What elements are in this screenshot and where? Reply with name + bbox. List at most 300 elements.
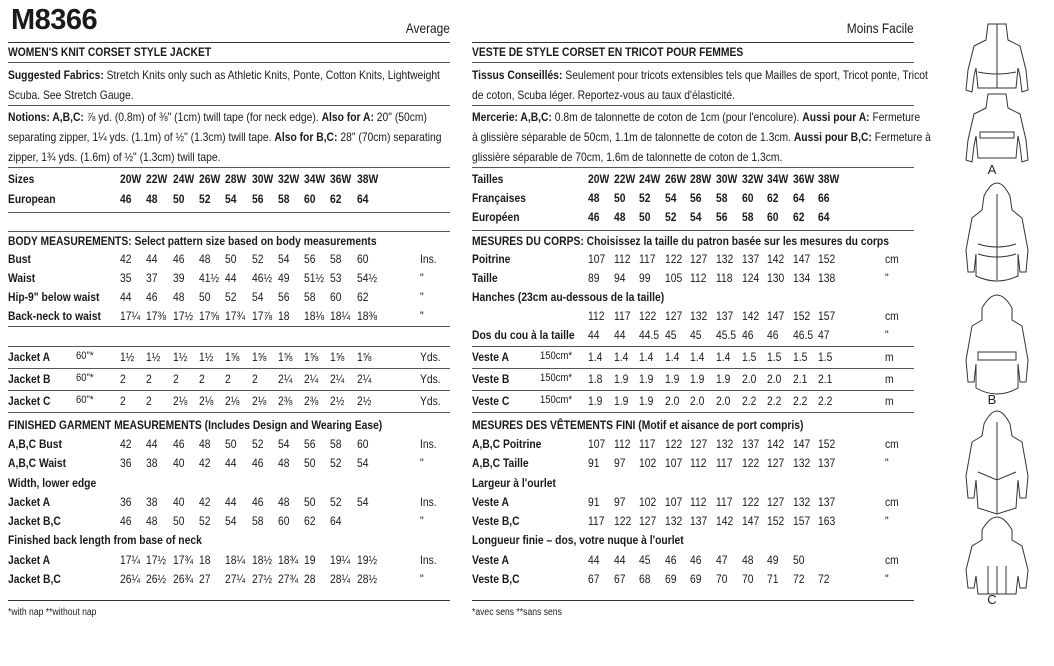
unit-label: cm [885, 437, 899, 451]
table-cell: 18⅜ [356, 309, 377, 323]
table-cell: 53 [330, 271, 342, 285]
table-cell: 28½ [356, 572, 377, 586]
table-cell: 1½ [120, 350, 135, 364]
table-cell: 45 [664, 328, 677, 342]
table-cell: 152 [818, 252, 836, 266]
table-cell: 28 [304, 572, 316, 586]
table-cell: 2 [146, 394, 153, 408]
table-cell: 107 [588, 437, 606, 451]
table-cell: 38 [146, 456, 158, 470]
row-label: Veste A [472, 495, 509, 509]
table-cell: 48 [588, 191, 600, 205]
table-cell: 56 [251, 192, 263, 206]
row-label: A,B,C Taille [472, 456, 529, 470]
table-cell: 44.5 [639, 328, 660, 342]
table-cell: 147 [792, 437, 811, 451]
notions-line-3: glissière séparable de 70cm, 1.6m de talonnette de coton de 1.3cm. [472, 150, 783, 164]
table-cell: 2¼ [277, 372, 293, 386]
table-heading [8, 476, 450, 491]
table-cell: 27½ [251, 572, 272, 586]
table-cell: 117 [639, 437, 656, 451]
table-cell: 49 [767, 553, 779, 567]
table-cell: 56 [277, 290, 290, 304]
table-cell: 130 [767, 271, 785, 285]
table-cell: 32W [277, 172, 300, 186]
table-cell: 36 [120, 456, 132, 470]
table-cell: 50 [225, 252, 237, 266]
table-cell: 132 [716, 437, 734, 451]
unit-label: m [885, 350, 894, 364]
view-c-front-sketch [966, 411, 1028, 514]
table-cell: 26W [198, 172, 221, 186]
table-cell: 72 [818, 572, 830, 586]
table-cell: 2¼ [330, 372, 345, 386]
table-cell: 32W [741, 172, 763, 186]
table-row [8, 172, 450, 187]
table-cell: 19 [304, 553, 316, 567]
table-cell: 45 [690, 328, 702, 342]
table-row [8, 271, 450, 286]
row-label: Jacket B,C [8, 572, 61, 586]
table-cell: 1.4 [639, 350, 654, 364]
fabric-width: 60"* [76, 350, 94, 362]
table-cell: 1.4 [690, 350, 705, 364]
table-cell: 58 [741, 210, 754, 224]
table-cell: 60 [277, 514, 290, 528]
footnote: *avec sens **sans sens [472, 607, 562, 618]
table-cell: 64 [792, 191, 805, 205]
table-cell: 117 [639, 252, 656, 266]
row-label: Veste A [472, 350, 509, 364]
table-cell: 58 [716, 191, 728, 205]
table-cell: 42 [198, 456, 211, 470]
table-heading [472, 533, 914, 548]
row-label: MESURES DU CORPS: Choisissez la taille du patron basée sur les mesures du corps [472, 234, 889, 248]
table-heading [8, 418, 450, 433]
table-cell: 26½ [146, 572, 167, 586]
table-cell: 44 [613, 328, 626, 342]
table-cell: 132 [664, 514, 683, 528]
row-label: Veste B [472, 372, 510, 386]
table-cell: 2⅛ [172, 394, 187, 408]
table-row [472, 309, 914, 324]
table-cell: 2½ [356, 394, 372, 408]
table-row [8, 372, 450, 387]
table-cell: 26¾ [172, 572, 193, 586]
table-cell: 1½ [172, 350, 187, 364]
table-cell: 132 [716, 252, 734, 266]
table-cell: 48 [198, 252, 211, 266]
table-heading [8, 234, 450, 249]
table-cell: 2.1 [818, 372, 833, 386]
table-cell: 127 [690, 252, 708, 266]
table-cell: 91 [588, 495, 600, 509]
table-cell: 17½ [146, 553, 167, 567]
table-cell: 157 [818, 309, 836, 323]
table-cell: 2⅛ [198, 394, 214, 408]
table-row [8, 309, 450, 324]
table-cell: 56 [690, 191, 702, 205]
table-cell: 152 [792, 309, 811, 323]
row-label: A,B,C Bust [8, 437, 62, 451]
view-a-back-sketch [966, 94, 1028, 162]
row-label: Longueur finie – dos, votre nuque à l'ourlet [472, 533, 684, 547]
table-cell: 62 [356, 290, 369, 304]
table-cell: 58 [330, 252, 342, 266]
table-cell: 138 [818, 271, 836, 285]
table-row [8, 437, 450, 452]
table-row [8, 290, 450, 305]
table-cell: 112 [690, 456, 707, 470]
table-row [472, 350, 914, 365]
table-cell: 17¼ [120, 309, 141, 323]
table-cell: 46 [120, 514, 132, 528]
table-row [472, 437, 914, 452]
row-label: Sizes [8, 172, 35, 186]
table-cell: 18 [198, 553, 211, 567]
table-heading [472, 476, 914, 491]
table-cell: 142 [741, 309, 759, 323]
table-cell: 107 [588, 252, 606, 266]
table-cell: 117 [716, 495, 733, 509]
table-cell: 54 [356, 456, 369, 470]
notions-line-1: Mercerie: A,B,C: 0.8m de talonnette de coton de 1cm (pour l'encolure). Aussi pour A: Fermeture [472, 110, 921, 124]
table-cell: 60 [356, 437, 369, 451]
table-cell: 71 [767, 572, 779, 586]
table-cell: 1.9 [639, 372, 654, 386]
unit-label: cm [885, 252, 899, 266]
row-label: Jacket A [8, 350, 51, 364]
table-cell: 99 [639, 271, 651, 285]
view-a-label: A [987, 162, 997, 177]
row-label: European [8, 192, 56, 206]
table-cell: 1.4 [588, 350, 603, 364]
table-cell: 2.0 [664, 394, 680, 408]
table-heading [8, 533, 450, 548]
unit-label: Yds. [420, 372, 441, 386]
table-cell: 48 [172, 290, 185, 304]
table-cell: 142 [767, 252, 785, 266]
table-cell: 50 [304, 456, 316, 470]
unit-label: cm [885, 309, 899, 323]
notions-line-2: separating zipper, 1¼ yds. (1.1m) of ½" (1.3cm) twill tape. Also for B,C: 28" (70cm) separating [8, 130, 442, 144]
table-cell: 19½ [356, 553, 377, 567]
table-row [8, 514, 450, 529]
table-cell: 28¼ [330, 572, 351, 586]
table-cell: 26¼ [120, 572, 141, 586]
table-cell: 41½ [198, 271, 219, 285]
table-row [8, 394, 450, 409]
table-cell: 48 [198, 437, 211, 451]
table-cell: 50 [613, 191, 626, 205]
table-cell: 52 [330, 495, 342, 509]
table-cell: 67 [613, 572, 626, 586]
table-cell: 60 [356, 252, 369, 266]
table-cell: 142 [716, 514, 734, 528]
table-cell: 118 [716, 271, 733, 285]
table-cell: 1½ [198, 350, 214, 364]
table-cell: 137 [716, 309, 734, 323]
table-row [8, 456, 450, 471]
table-cell: 22W [146, 172, 168, 186]
table-cell: 137 [690, 514, 708, 528]
table-cell: 137 [741, 437, 759, 451]
table-cell: 1⅝ [277, 350, 293, 364]
table-cell: 17⅞ [251, 309, 272, 323]
table-cell: 1.9 [664, 372, 680, 386]
table-cell: 46 [120, 192, 132, 206]
table-cell: 97 [613, 495, 626, 509]
table-cell: 34W [304, 172, 326, 186]
table-cell: 42 [120, 252, 132, 266]
table-cell: 69 [664, 572, 677, 586]
table-cell: 127 [639, 514, 657, 528]
pattern-number: M8366 [11, 4, 98, 36]
table-cell: 38W [818, 172, 840, 186]
table-row [472, 572, 914, 587]
table-cell: 37 [146, 271, 158, 285]
fabric-width: 150cm* [540, 350, 573, 362]
table-cell: 62 [792, 210, 805, 224]
view-a-front-sketch [966, 24, 1028, 92]
fabrics-line-1: Suggested Fabrics: Stretch Knits only such as Athletic Knits, Ponte, Cotton Knits, Lightweight [8, 68, 440, 82]
table-cell: 17¼ [120, 553, 141, 567]
table-cell: 1⅝ [251, 350, 266, 364]
table-cell: 17¾ [172, 553, 193, 567]
table-cell: 122 [664, 252, 683, 266]
table-row [472, 553, 914, 568]
table-cell: 54 [356, 495, 369, 509]
table-cell: 2⅜ [277, 394, 293, 408]
unit-label: " [420, 514, 424, 528]
table-cell: 2 [120, 372, 126, 386]
unit-label: Yds. [420, 350, 441, 364]
table-cell: 132 [792, 456, 811, 470]
table-cell: 66 [818, 191, 830, 205]
fabrics-line-2: de coton, Scuba léger. Reportez-vous au taux d'élasticité. [472, 88, 735, 102]
table-cell: 132 [792, 495, 811, 509]
row-label: FINISHED GARMENT MEASUREMENTS (Includes Design and Wearing Ease) [8, 418, 383, 432]
unit-label: m [885, 372, 894, 386]
table-row [8, 350, 450, 365]
table-heading [472, 234, 914, 249]
unit-label: " [420, 271, 424, 285]
table-cell: 1.4 [664, 350, 680, 364]
table-cell: 64 [818, 210, 830, 224]
table-cell: 50 [639, 210, 651, 224]
table-cell: 38W [356, 172, 378, 186]
unit-label: Ins. [420, 495, 437, 509]
table-cell: 18¼ [330, 309, 351, 323]
table-cell: 52 [198, 514, 211, 528]
table-cell: 127 [690, 437, 708, 451]
table-cell: 40 [172, 495, 185, 509]
table-cell: 18½ [251, 553, 272, 567]
table-cell: 70 [741, 572, 754, 586]
table-cell: 1.5 [767, 350, 782, 364]
table-row [472, 514, 914, 529]
table-cell: 112 [613, 252, 631, 266]
table-cell: 46 [767, 328, 779, 342]
table-cell: 1.8 [588, 372, 603, 386]
table-cell: 134 [792, 271, 811, 285]
table-cell: 152 [818, 437, 836, 451]
table-cell: 2.0 [716, 394, 731, 408]
table-cell: 51½ [304, 271, 325, 285]
table-row [8, 495, 450, 510]
table-cell: 54 [225, 192, 237, 206]
table-cell: 54 [277, 252, 290, 266]
unit-label: " [885, 456, 889, 470]
table-cell: 46 [172, 252, 185, 266]
row-label: Dos du cou à la taille [472, 328, 575, 342]
table-row [472, 172, 914, 187]
table-cell: 44 [613, 553, 626, 567]
table-cell: 60 [741, 191, 754, 205]
table-row [472, 372, 914, 387]
fabrics-line-1: Tissus Conseillés: Seulement pour tricots extensibles tels que Mailles de sport, Tricot ponte, Tricot [472, 68, 928, 82]
table-cell: 1.9 [613, 372, 628, 386]
unit-label: cm [885, 495, 899, 509]
notions-line-3: zipper, 1¾ yds. (1.6m) of ½" (1.3cm) twill tape. [8, 150, 221, 164]
unit-label: cm [885, 553, 899, 567]
table-cell: 2¼ [304, 372, 319, 386]
table-cell: 18¼ [225, 553, 246, 567]
table-cell: 44 [588, 553, 600, 567]
row-label: Poitrine [472, 252, 511, 266]
table-cell: 2⅛ [251, 394, 266, 408]
table-cell: 46 [741, 328, 754, 342]
table-cell: 2 [146, 372, 153, 386]
table-cell: 52 [639, 191, 651, 205]
table-row [472, 328, 914, 343]
unit-label: m [885, 394, 894, 408]
table-cell: 105 [664, 271, 683, 285]
unit-label: Yds. [420, 394, 441, 408]
table-cell: 2.2 [741, 394, 756, 408]
difficulty-label: Average [405, 20, 450, 36]
table-cell: 163 [818, 514, 836, 528]
table-cell: 2 [198, 372, 205, 386]
row-label: Françaises [472, 191, 526, 205]
table-cell: 45 [639, 553, 651, 567]
table-cell: 35 [120, 271, 132, 285]
table-cell: 67 [588, 572, 600, 586]
table-cell: 112 [690, 495, 707, 509]
unit-label: " [420, 309, 424, 323]
table-cell: 1.5 [741, 350, 756, 364]
table-cell: 48 [277, 495, 290, 509]
row-label: Veste B,C [472, 572, 520, 586]
table-cell: 44 [146, 437, 158, 451]
section-title: WOMEN'S KNIT CORSET STYLE JACKET [8, 45, 212, 59]
table-cell: 17¾ [225, 309, 246, 323]
table-cell: 2 [251, 372, 258, 386]
table-cell: 48 [613, 210, 626, 224]
row-label: Largeur à l'ourlet [472, 476, 556, 490]
notions-line-1: Notions: A,B,C: ⅞ yd. (0.8m) of ⅜" (1cm) twill tape (for neck edge). Also for A: 20" (50cm) [8, 110, 427, 124]
table-cell: 48 [146, 514, 158, 528]
table-cell: 107 [664, 456, 683, 470]
table-cell: 54½ [356, 271, 377, 285]
unit-label: " [420, 290, 424, 304]
table-cell: 44 [120, 290, 132, 304]
table-cell: 48 [146, 192, 158, 206]
table-cell: 147 [767, 309, 785, 323]
table-cell: 89 [588, 271, 600, 285]
table-cell: 147 [792, 252, 811, 266]
table-cell: 2.0 [690, 394, 705, 408]
table-cell: 46 [251, 456, 263, 470]
table-cell: 1½ [146, 350, 161, 364]
table-cell: 60 [767, 210, 779, 224]
table-cell: 64 [330, 514, 342, 528]
fabrics-line-2: Scuba. See Stretch Gauge. [8, 88, 134, 102]
unit-label: Ins. [420, 252, 437, 266]
table-cell: 50 [792, 553, 805, 567]
table-cell: 39 [172, 271, 185, 285]
row-label: Veste A [472, 553, 509, 567]
table-cell: 1.9 [639, 394, 654, 408]
table-cell: 54 [225, 514, 237, 528]
table-cell: 46 [588, 210, 600, 224]
table-cell: 44 [225, 456, 237, 470]
table-cell: 44 [146, 252, 158, 266]
table-cell: 52 [251, 252, 263, 266]
table-cell: 20W [120, 172, 142, 186]
table-cell: 112 [613, 437, 631, 451]
table-cell: 68 [639, 572, 651, 586]
footnote: *with nap **without nap [8, 607, 97, 618]
table-cell: 58 [330, 437, 342, 451]
view-c-back-sketch [966, 517, 1028, 594]
table-cell: 122 [639, 309, 657, 323]
table-cell: 38 [146, 495, 158, 509]
table-cell: 122 [613, 514, 631, 528]
table-cell: 1.4 [613, 350, 628, 364]
row-label: Jacket B [8, 372, 51, 386]
table-cell: 152 [767, 514, 785, 528]
table-cell: 117 [613, 309, 631, 323]
table-cell: 64 [356, 192, 369, 206]
table-cell: 52 [330, 456, 342, 470]
table-cell: 34W [767, 172, 789, 186]
table-cell: 2.0 [767, 372, 782, 386]
unit-label: " [885, 328, 889, 342]
table-cell: 44 [225, 495, 237, 509]
table-cell: 40 [172, 456, 185, 470]
table-cell: 50 [225, 437, 237, 451]
view-c-label: C [987, 592, 997, 607]
table-cell: 28W [690, 172, 712, 186]
table-cell: 2⅜ [304, 394, 319, 408]
table-row [472, 252, 914, 267]
table-cell: 46 [146, 290, 158, 304]
table-cell: 1.9 [588, 394, 603, 408]
table-cell: 46 [690, 553, 702, 567]
table-cell: 107 [664, 495, 683, 509]
row-label: Bust [8, 252, 31, 266]
table-cell: 1⅝ [304, 350, 319, 364]
table-cell: 46½ [251, 271, 272, 285]
table-cell: 54 [690, 210, 702, 224]
table-cell: 137 [818, 456, 836, 470]
table-cell: 1⅝ [330, 350, 345, 364]
unit-label: " [885, 514, 889, 528]
table-cell: 27¼ [225, 572, 246, 586]
view-b-front-sketch [966, 183, 1028, 281]
table-cell: 72 [792, 572, 805, 586]
